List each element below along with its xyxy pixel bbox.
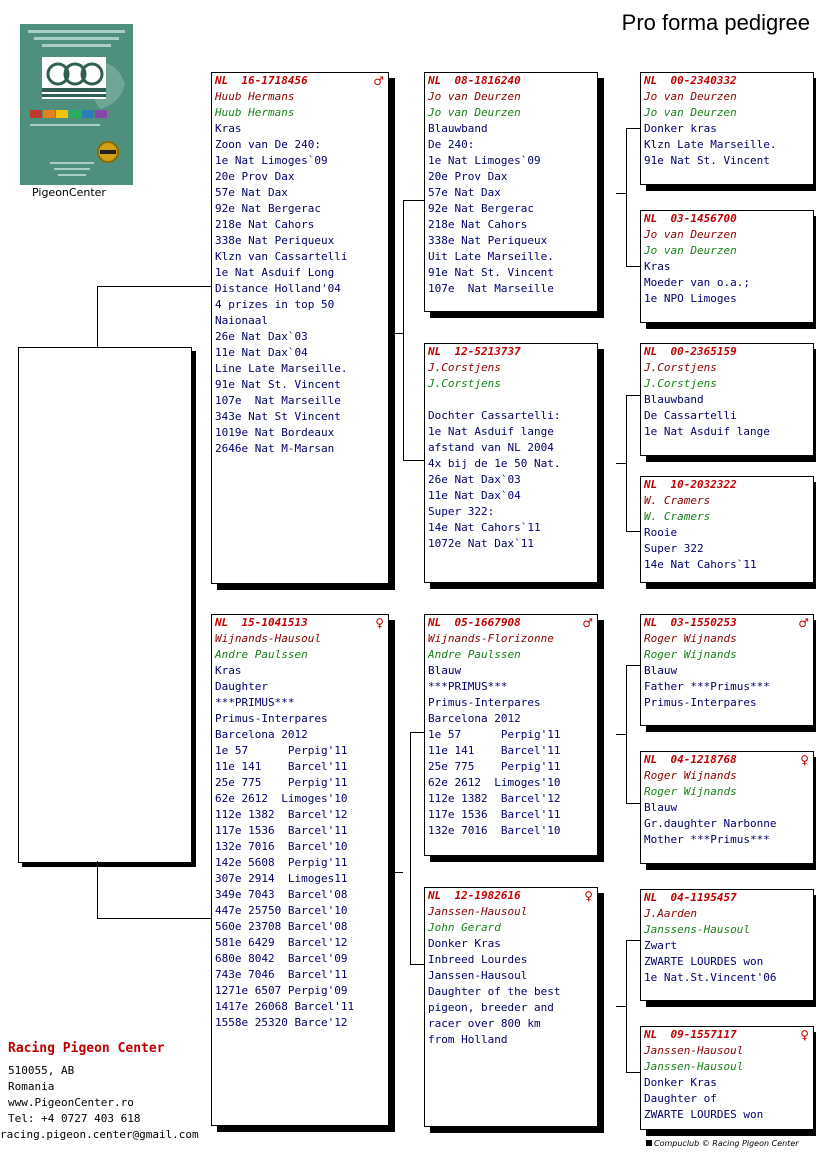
pedigree-line: De 240: xyxy=(428,138,475,151)
pedigree-card-dam-sire xyxy=(424,614,598,856)
pedigree-line: Blauwband xyxy=(644,393,704,406)
connector xyxy=(410,732,411,964)
pedigree-line: 112e 1382 Barcel'12 xyxy=(215,808,348,821)
owner-name: Janssen-Hausoul xyxy=(644,1060,744,1073)
pedigree-line: 11e Nat Dax`04 xyxy=(428,489,521,502)
ring-number: NL 00-2340332 xyxy=(644,74,737,87)
breeder-name: J.Aarden xyxy=(644,907,697,920)
pedigree-line: 92e Nat Bergerac xyxy=(428,202,534,215)
footer-postal: 510055, AB xyxy=(8,1064,75,1077)
pedigree-line: Primus-Interpares xyxy=(428,696,541,709)
pedigree-line: 743e 7046 Barcel'11 xyxy=(215,968,348,981)
connector xyxy=(403,460,424,461)
footer-company-name: Racing Pigeon Center xyxy=(8,1041,165,1056)
pedigree-card-sire-dam xyxy=(424,343,598,583)
owner-name: Jo van Deurzen xyxy=(428,106,521,119)
connector xyxy=(97,861,98,919)
connector xyxy=(410,964,424,965)
connector xyxy=(626,803,640,804)
pedigree-line: Gr.daughter Narbonne xyxy=(644,817,777,830)
pedigree-line: Rooie xyxy=(644,526,678,539)
owner-name: J.Corstjens xyxy=(428,377,501,390)
pedigree-line: afstand van NL 2004 xyxy=(428,441,554,454)
pedigree-line: 91e Nat St. Vincent xyxy=(215,378,341,391)
breeder-name: W. Cramers xyxy=(644,494,711,507)
pedigree-line: Line Late Marseille. xyxy=(215,362,348,375)
ring-number: NL 10-2032322 xyxy=(644,478,737,491)
pedigree-line: 91e Nat St. Vincent xyxy=(428,266,554,279)
pedigree-line: 57e Nat Dax xyxy=(428,186,501,199)
pedigree-line: 2646e Nat M-Marsan xyxy=(215,442,335,455)
owner-name: Andre Paulssen xyxy=(428,648,521,661)
pedigree-line: 25e 775 Perpig'11 xyxy=(215,776,348,789)
male-icon: ♂ xyxy=(582,616,593,630)
ring-number-header xyxy=(428,73,597,89)
pedigree-line: 1e Nat Asduif lange xyxy=(644,425,770,438)
ring-number-header xyxy=(644,615,813,631)
pedigree-line: Kras xyxy=(215,122,242,135)
pedigree-line: Blauwband xyxy=(428,122,488,135)
pedigree-line: Primus-Interpares xyxy=(215,712,328,725)
pedigree-line: Klzn Late Marseille. xyxy=(644,138,777,151)
pedigree-line: Mother ***Primus*** xyxy=(644,833,770,846)
owner-name: Andre Paulssen xyxy=(215,648,308,661)
ring-number-header xyxy=(428,615,597,631)
connector xyxy=(626,1072,640,1073)
pedigree-line: 26e Nat Dax`03 xyxy=(215,330,308,343)
pedigree-line: Super 322 xyxy=(644,542,704,555)
pedigree-card-sdd xyxy=(640,476,814,583)
connector xyxy=(403,200,424,201)
pedigree-line: 132e 7016 Barcel'10 xyxy=(215,840,348,853)
pedigree-line: 107e Nat Marseille xyxy=(215,394,341,407)
pedigree-line: 447e 25750 Barcel'10 xyxy=(215,904,348,917)
connector xyxy=(97,918,211,919)
pedigree-line: Donker Kras xyxy=(428,937,501,950)
pedigree-line: 343e Nat St Vincent xyxy=(215,410,341,423)
pedigree-line: 4 prizes in top 50 xyxy=(215,298,335,311)
credit-square-icon xyxy=(646,1140,652,1146)
pedigree-line: 1019e Nat Bordeaux xyxy=(215,426,335,439)
footer-email[interactable]: racing.pigeon.center@gmail.com xyxy=(0,1128,199,1141)
pedigree-line: 11e Nat Dax`04 xyxy=(215,346,308,359)
pedigree-line: 92e Nat Bergerac xyxy=(215,202,321,215)
pedigree-line: Father ***Primus*** xyxy=(644,680,770,693)
breeder-name: J.Corstjens xyxy=(644,361,717,374)
pedigree-line: 338e Nat Periqueux xyxy=(428,234,548,247)
ring-number: NL 04-1218768 xyxy=(644,753,737,766)
connector xyxy=(626,940,627,1072)
pedigree-line: 349e 7043 Barcel'08 xyxy=(215,888,348,901)
footer-country: Romania xyxy=(8,1080,55,1093)
pedigree-line: Donker Kras xyxy=(644,1076,717,1089)
pedigree-line: racer over 800 km xyxy=(428,1017,541,1030)
breeder-name: Janssen-Hausoul xyxy=(644,1044,744,1057)
ring-number: NL 00-2365159 xyxy=(644,345,737,358)
ring-number: NL 12-5213737 xyxy=(428,345,521,358)
ring-number-header xyxy=(644,73,813,89)
pedigree-line: 1e Nat.St.Vincent'06 xyxy=(644,971,777,984)
logo-caption: PigeonCenter xyxy=(32,186,106,199)
owner-name: W. Cramers xyxy=(644,510,711,523)
connector xyxy=(410,732,424,733)
pedigree-line: 1e 57 Perpig'11 xyxy=(215,744,348,757)
pedigree-line: pigeon, breeder and xyxy=(428,1001,554,1014)
breeder-name: Roger Wijnands xyxy=(644,632,737,645)
connector xyxy=(626,665,627,803)
logo-graphic xyxy=(20,24,133,185)
pedigree-card-sds xyxy=(640,343,814,456)
pedigree-line: Klzn van Cassartelli xyxy=(215,250,348,263)
pedigree-line: Blauw xyxy=(644,664,678,677)
pedigree-line: Super 322: xyxy=(428,505,495,518)
pedigree-line: 117e 1536 Barcel'11 xyxy=(215,824,348,837)
pedigree-line: ***PRIMUS*** xyxy=(428,680,508,693)
male-icon: ♂ xyxy=(373,74,384,88)
pedigree-line: 338e Nat Periqueux xyxy=(215,234,335,247)
pedigree-line: 1e 57 Perpig'11 xyxy=(428,728,561,741)
breeder-name: Roger Wijnands xyxy=(644,769,737,782)
owner-name: Jo van Deurzen xyxy=(644,106,737,119)
ring-number: NL 09-1557117 xyxy=(644,1028,737,1041)
pedigree-card-ssd xyxy=(640,210,814,323)
brand-logo xyxy=(20,24,133,185)
pedigree-line: 117e 1536 Barcel'11 xyxy=(428,808,561,821)
pedigree-line: 112e 1382 Barcel'12 xyxy=(428,792,561,805)
female-icon: ♀ xyxy=(800,753,809,767)
pedigree-line: 20e Prov Dax xyxy=(215,170,295,183)
female-icon: ♀ xyxy=(584,889,593,903)
ring-number-header xyxy=(644,211,813,227)
connector xyxy=(626,266,640,267)
male-icon: ♂ xyxy=(798,616,809,630)
connector xyxy=(403,200,404,460)
page-title: Pro forma pedigree xyxy=(621,10,810,35)
pedigree-line: 14e Nat Cahors`11 xyxy=(644,558,757,571)
pedigree-line: 1e Nat Asduif Long xyxy=(215,266,335,279)
connector xyxy=(626,665,640,666)
pedigree-line: De Cassartelli xyxy=(644,409,737,422)
pedigree-line: 1e NPO Limoges xyxy=(644,292,737,305)
pedigree-line: 62e 2612 Limoges'10 xyxy=(428,776,561,789)
pedigree-card-dds xyxy=(640,889,814,1001)
pedigree-card-sire xyxy=(211,72,389,584)
connector xyxy=(389,333,403,334)
pedigree-line: 1271e 6507 Perpig'09 xyxy=(215,984,348,997)
pedigree-line: Daughter of the best xyxy=(428,985,561,998)
pedigree-line: Zoon van De 240: xyxy=(215,138,321,151)
pedigree-line: Kras xyxy=(215,664,242,677)
pedigree-line: ZWARTE LOURDES won xyxy=(644,1108,764,1121)
connector xyxy=(626,128,640,129)
connector xyxy=(616,193,626,194)
ring-number: NL 15-1041513 xyxy=(215,616,308,629)
breeder-name: Jo van Deurzen xyxy=(644,228,737,241)
connector xyxy=(97,286,211,287)
pedigree-line: 4x bij de 1e 50 Nat. xyxy=(428,457,561,470)
pedigree-line: 11e 141 Barcel'11 xyxy=(215,760,348,773)
pedigree-line xyxy=(428,392,597,408)
pedigree-card-dam-dam xyxy=(424,887,598,1127)
pedigree-line: Naionaal xyxy=(215,314,268,327)
pedigree-line: Moeder van o.a.; xyxy=(644,276,750,289)
pedigree-line: 26e Nat Dax`03 xyxy=(428,473,521,486)
pedigree-card-sire-sire xyxy=(424,72,598,312)
pedigree-line: Donker kras xyxy=(644,122,717,135)
breeder-name: Wijnands-Hausoul xyxy=(215,632,321,645)
footer-website[interactable]: www.PigeonCenter.ro xyxy=(8,1096,134,1109)
ring-number-header xyxy=(215,615,388,631)
credit-text: Compuclub © Racing Pigeon Center xyxy=(654,1139,799,1148)
footer-phone: Tel: +4 0727 403 618 xyxy=(8,1112,141,1125)
pedigree-line: Kras xyxy=(644,260,671,273)
ring-number-header xyxy=(644,752,813,768)
connector xyxy=(626,395,640,396)
pedigree-line: 307e 2914 Limoges11 xyxy=(215,872,348,885)
breeder-name: Huub Hermans xyxy=(215,90,295,103)
ring-number-header xyxy=(644,344,813,360)
connector xyxy=(626,940,640,941)
connector xyxy=(616,734,626,735)
connector xyxy=(616,463,626,464)
connector xyxy=(389,872,403,873)
pedigree-line: Inbreed Lourdes xyxy=(428,953,528,966)
owner-name: John Gerard xyxy=(428,921,501,934)
footer-contact xyxy=(0,1041,199,1143)
ring-number-header xyxy=(215,73,388,89)
pedigree-card-dam xyxy=(211,614,389,1126)
ring-number-header xyxy=(644,890,813,906)
pedigree-line: 91e Nat St. Vincent xyxy=(644,154,770,167)
pedigree-card-ddd xyxy=(640,1026,814,1130)
breeder-name: Wijnands-Florizonne xyxy=(428,632,554,645)
pedigree-line: 25e 775 Perpig'11 xyxy=(428,760,561,773)
pedigree-line: Barcelona 2012 xyxy=(215,728,308,741)
pedigree-line: 1e Nat Asduif lange xyxy=(428,425,554,438)
pedigree-line: 218e Nat Cahors xyxy=(428,218,528,231)
pedigree-line: 132e 7016 Barcel'10 xyxy=(428,824,561,837)
pedigree-line: 1072e Nat Dax`11 xyxy=(428,537,534,550)
ring-number: NL 08-1816240 xyxy=(428,74,521,87)
ring-number-header xyxy=(644,1027,813,1043)
ring-number: NL 12-1982616 xyxy=(428,889,521,902)
breeder-name: Jo van Deurzen xyxy=(428,90,521,103)
pedigree-line: Barcelona 2012 xyxy=(428,712,521,725)
ring-number-header xyxy=(644,477,813,493)
pedigree-line: 1e Nat Limoges`09 xyxy=(215,154,328,167)
ring-number: NL 03-1456700 xyxy=(644,212,737,225)
ring-number: NL 04-1195457 xyxy=(644,891,737,904)
ring-number: NL 05-1667908 xyxy=(428,616,521,629)
pedigree-line: 1417e 26068 Barcel'11 xyxy=(215,1000,355,1013)
connector xyxy=(626,531,640,532)
owner-name: J.Corstjens xyxy=(644,377,717,390)
female-icon: ♀ xyxy=(375,616,384,630)
pedigree-card-sss xyxy=(640,72,814,185)
breeder-name: J.Corstjens xyxy=(428,361,501,374)
pedigree-line: 20e Prov Dax xyxy=(428,170,508,183)
owner-name: Roger Wijnands xyxy=(644,648,737,661)
pedigree-line: 218e Nat Cahors xyxy=(215,218,315,231)
pedigree-line: Zwart xyxy=(644,939,678,952)
ring-number: NL 03-1550253 xyxy=(644,616,737,629)
pedigree-line: Janssen-Hausoul xyxy=(428,969,528,982)
pedigree-line: Blauw xyxy=(428,664,462,677)
ring-number: NL 16-1718456 xyxy=(215,74,308,87)
connector xyxy=(97,286,98,348)
pedigree-line: 107e Nat Marseille xyxy=(428,282,554,295)
pedigree-line: ***PRIMUS*** xyxy=(215,696,295,709)
ring-number-header xyxy=(428,888,597,904)
pedigree-card-dss xyxy=(640,614,814,726)
pedigree-line: 11e 141 Barcel'11 xyxy=(428,744,561,757)
pedigree-line: 142e 5608 Perpig'11 xyxy=(215,856,348,869)
subject-box xyxy=(18,347,192,863)
owner-name: Jo van Deurzen xyxy=(644,244,737,257)
pedigree-line: 62e 2612 Limoges'10 xyxy=(215,792,348,805)
female-icon: ♀ xyxy=(800,1028,809,1042)
owner-name: Roger Wijnands xyxy=(644,785,737,798)
pedigree-line: from Holland xyxy=(428,1033,508,1046)
pedigree-line: 1e Nat Limoges`09 xyxy=(428,154,541,167)
pedigree-line: Daughter of xyxy=(644,1092,717,1105)
pedigree-line: Daughter xyxy=(215,680,268,693)
connector xyxy=(616,1006,626,1007)
pedigree-line: Dochter Cassartelli: xyxy=(428,409,561,422)
pedigree-line: Blauw xyxy=(644,801,678,814)
pedigree-line: Distance Holland'04 xyxy=(215,282,341,295)
connector xyxy=(626,395,627,531)
pedigree-line: 1558e 25320 Barce'12 xyxy=(215,1016,348,1029)
owner-name: Janssens-Hausoul xyxy=(644,923,750,936)
pedigree-line: ZWARTE LOURDES won xyxy=(644,955,764,968)
ring-number-header xyxy=(428,344,597,360)
software-credit xyxy=(646,1139,799,1148)
pedigree-line: 560e 23708 Barcel'08 xyxy=(215,920,348,933)
pedigree-line: 14e Nat Cahors`11 xyxy=(428,521,541,534)
pedigree-line: Uit Late Marseille. xyxy=(428,250,554,263)
owner-name: Huub Hermans xyxy=(215,106,295,119)
pedigree-line: 680e 8042 Barcel'09 xyxy=(215,952,348,965)
breeder-name: Janssen-Hausoul xyxy=(428,905,528,918)
breeder-name: Jo van Deurzen xyxy=(644,90,737,103)
pedigree-card-dsd xyxy=(640,751,814,864)
pedigree-line: Primus-Interpares xyxy=(644,696,757,709)
pedigree-line: 57e Nat Dax xyxy=(215,186,288,199)
pedigree-line: 581e 6429 Barcel'12 xyxy=(215,936,348,949)
connector xyxy=(626,128,627,266)
